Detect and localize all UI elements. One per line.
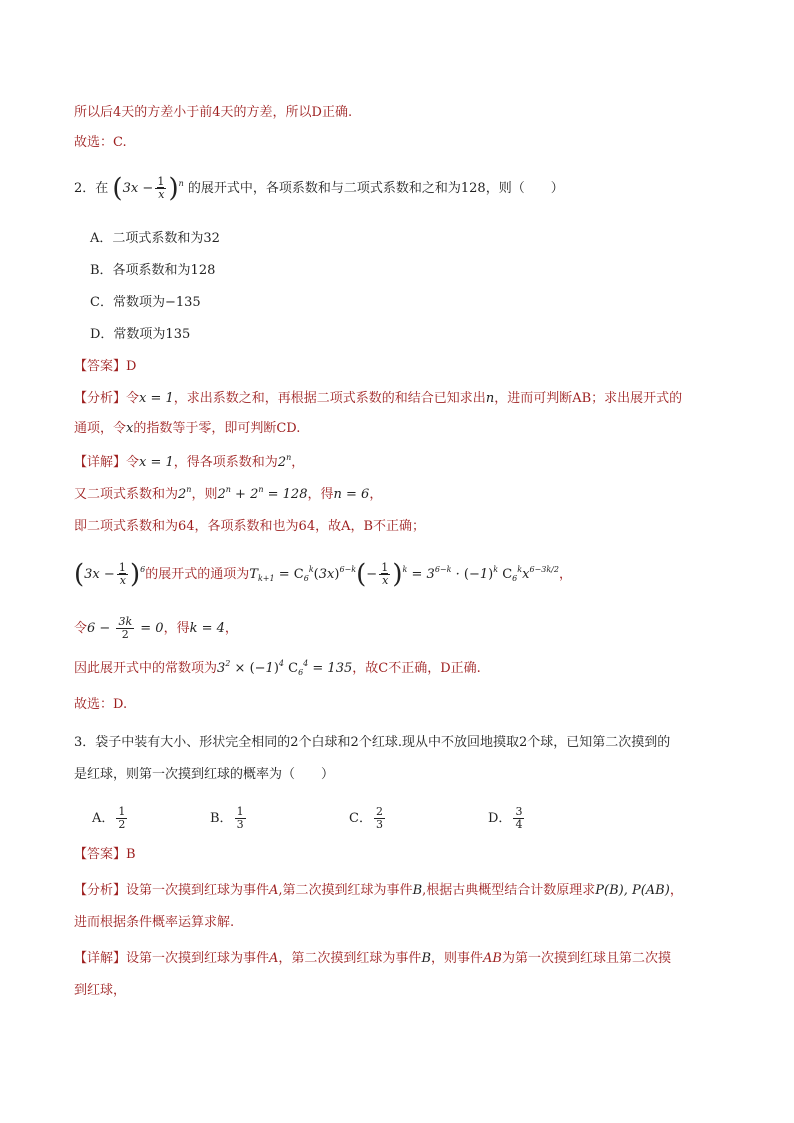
q3-detail-text: ，则事件: [431, 951, 484, 966]
q3-analysis-text: ，: [669, 883, 683, 898]
q2-stem: [74, 173, 564, 204]
option-label: B．: [210, 811, 233, 826]
q2-analysis-text: ，求出系数之和，再根据二项式系数的和结合已知求出: [173, 391, 486, 406]
q3-analysis-math: A: [269, 883, 279, 898]
option-denominator: 4: [515, 818, 523, 831]
q3-analysis-text: 设第一次摸到红球为事件: [126, 883, 270, 898]
q2-detail-line-4: [74, 559, 572, 590]
q2-detail-math: 2: [277, 455, 287, 470]
q2-detail-math: n = 6: [333, 487, 370, 502]
q2-detail-line-5: [74, 616, 238, 641]
option-numerator: 2: [375, 805, 383, 818]
q2-detail-equation: $2^n + 2^n = 128$: [217, 485, 308, 502]
intro-line-1: 所以后4天的方差小于前4天的方差，所以D正确.: [74, 105, 353, 120]
q2-detail-text: ，则: [191, 487, 218, 502]
q3-stem-line-2: 是红球，则第一次摸到红球的概率为（ ）: [74, 767, 335, 782]
q3-analysis-text: ,第二次摸到红球为事件: [278, 883, 413, 898]
q3-analysis-line-1: [74, 882, 683, 900]
q2-detail-text: ，故C不正确，D正确.: [352, 661, 481, 676]
q2-detail-text: 因此展开式中的常数项为: [74, 661, 218, 676]
q3-analysis-math: P(B), P(AB): [595, 883, 670, 898]
q2-detail-line-3: 即二项式系数和为64，各项系数和也为64，故A，B不正确；: [74, 519, 426, 534]
q2-detail-text: ，: [558, 567, 572, 582]
q2-detail-label: 【详解】: [74, 455, 127, 470]
q2-detail-text: 的展开式的通项为: [145, 567, 250, 582]
q2-detail-text: ，得各项系数和为: [173, 455, 278, 470]
q3-option-a: [92, 806, 129, 831]
q2-detail-math: k = 4: [189, 621, 225, 636]
q2-general-term-formula: $T_{k+1} = C_6^k(3x)^{6-k}(-$ $\frac{1}{x}$ )$^k = 3^{6-k} \cdot (-1)^k$ $C_6^kx^{6-3k/2}$: [249, 559, 559, 590]
q2-detail-math: n: [286, 453, 292, 462]
q2-detail-text: ，: [369, 487, 383, 502]
intro-line-2: 故选：C.: [74, 135, 127, 150]
q2-detail-text: 令: [74, 621, 88, 636]
q2-detail-line-2: 又二项式系数和为2$^n$，则$2^n + 2^n = 128$，得n = 6，: [74, 485, 383, 502]
q3-analysis-label: 【分析】: [74, 883, 127, 898]
q2-detail-text: ，得: [307, 487, 334, 502]
q2-detail-text: ，: [291, 455, 305, 470]
q2-analysis-label: 【分析】: [74, 391, 127, 406]
option-label: D．: [488, 811, 512, 826]
q2-analysis-math: n: [485, 391, 495, 406]
q3-detail-label: 【详解】: [74, 951, 127, 966]
q3-detail-math: A: [269, 951, 279, 966]
q2-option-a: A．二项式系数和为32: [90, 231, 220, 246]
option-denominator: 3: [375, 818, 383, 831]
option-numerator: 1: [236, 805, 244, 818]
q2-analysis-math: x: [126, 421, 134, 436]
option-denominator: 2: [118, 818, 126, 831]
q3-option-c: [349, 806, 387, 831]
q2-expression: (3x − $\frac{1}{x}$ )$^n$: [112, 173, 184, 204]
q3-answer: 【答案】B: [74, 847, 136, 862]
q2-conclusion: 故选：D.: [74, 697, 128, 712]
q2-constant-term: $3^2 \times (-1)^4$ $C_6^4 = 135$: [217, 659, 353, 677]
q3-detail-line-1: [74, 950, 671, 968]
option-numerator: 1: [118, 805, 126, 818]
q3-detail-math: AB: [483, 951, 502, 966]
q2-detail-line-6: [74, 660, 481, 678]
q2-answer: 【答案】D: [74, 359, 137, 374]
q2-analysis-line-1: [74, 390, 682, 408]
option-label: A．: [92, 811, 115, 826]
option-label: C．: [349, 811, 372, 826]
q2-detail-text: ，: [224, 621, 238, 636]
q3-option-b: [210, 806, 248, 831]
q2-analysis-text: 的指数等于零，即可判断CD.: [133, 421, 301, 436]
q2-detail-text: ，得: [163, 621, 190, 636]
option-numerator: 3: [515, 805, 523, 818]
q2-analysis-text: 通项，令: [74, 421, 127, 436]
q2-option-b: B．各项系数和为128: [90, 263, 216, 278]
q3-option-d: [488, 806, 526, 831]
q2-detail-line-1: [74, 454, 304, 472]
q2-exponent-equation: 6 − $\frac{3k}{2}$ = 0: [87, 615, 164, 641]
q3-analysis-text: ,根据古典概型结合计数原理求: [422, 883, 596, 898]
q2-detail-math: x = 1: [139, 455, 174, 470]
q3-detail-line-2: 到红球，: [74, 983, 127, 998]
q2-option-c: C．常数项为−135: [90, 295, 201, 310]
q2-analysis-text: ，进而可判断AB；求出展开式的: [494, 391, 683, 406]
q2-analysis-math: x = 1: [139, 391, 174, 406]
q2-number: 2．在: [74, 181, 109, 196]
q3-detail-text: ，第二次摸到红球为事件: [278, 951, 422, 966]
q2-analysis-text: 令: [126, 391, 140, 406]
q2-general-term-base: (3x − $\frac{1}{x}$ )$^6$: [74, 559, 146, 590]
q2-analysis-line-2: [74, 420, 300, 438]
q2-detail-text: 令: [126, 455, 140, 470]
q3-detail-text: 设第一次摸到红球为事件: [126, 951, 270, 966]
q3-stem-line-1: 3．袋子中装有大小、形状完全相同的2个白球和2个红球.现从中不放回地摸取2个球，已知第二次摸到的: [74, 735, 671, 750]
q3-detail-text: 为第一次摸到红球且第二次摸: [501, 951, 671, 966]
q2-option-d: D．常数项为135: [90, 327, 191, 342]
q2-detail-text: 又二项式系数和为: [74, 487, 179, 502]
q2-stem-tail: 的展开式中，各项系数和与二项式系数和之和为128，则（ ）: [187, 181, 564, 196]
q3-analysis-line-2: 进而根据条件概率运算求解.: [74, 915, 235, 930]
option-denominator: 3: [236, 818, 244, 831]
q3-analysis-math: B: [412, 883, 423, 898]
q3-detail-math: B: [421, 951, 431, 966]
